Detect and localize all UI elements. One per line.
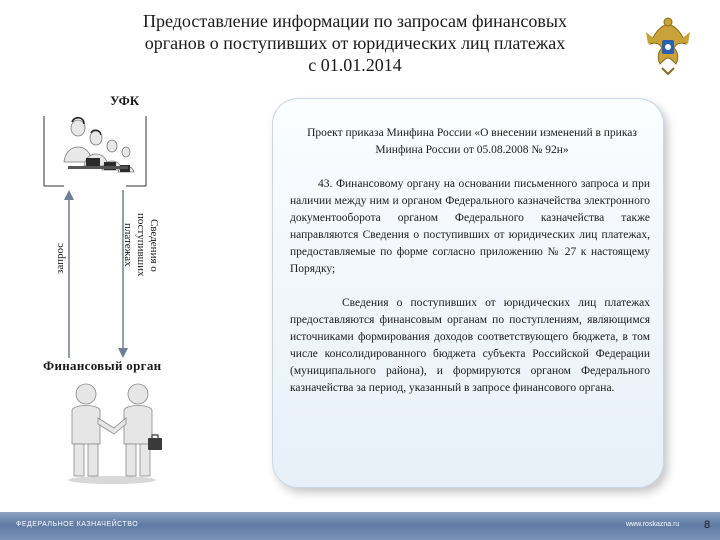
info-label-line-2: поступивших [135,213,147,277]
slide-title [140,10,570,76]
title-line-1: Предоставление информации по запросам финансовых [142,11,568,31]
footer-bar [0,512,720,540]
info-label-line-3: платежах [122,223,134,267]
footer-url[interactable]: www.roskazna.ru [626,521,680,528]
page-number: 8 [704,519,711,531]
request-label: запрос [54,242,66,274]
financial-body-label: Финансовый орган [43,358,162,373]
title-line-3: с 01.01.2014 [308,55,402,75]
call-center-operators-icon [40,108,150,190]
ufk-label: УФК [110,93,140,108]
title-line-2: органов о поступивших от юридических лиц платежах [144,33,566,53]
paragraph-info: Сведения о поступивших от юридических лиц платежах предоставляются финансовым органам по поступлениям, являющимся источниками формирования доходов соответствующего бюджета, в том числе консолидированного бюджета субъекта Российской Федерации (муниципального района), и формируются органом Федерального казначейства за период, указанный в запросе финансового органа. [290,297,650,394]
footer-org: ФЕДЕРАЛЬНОЕ КАЗНАЧЕЙСТВО [16,521,139,528]
double-headed-eagle-emblem-icon [640,14,696,78]
paragraph-43: 43. Финансовому органу на основании письменного запроса и при наличии между ним и органом Федерального казначейства электронного документооборота органом Федерального казначейства также направляются Сведения о поступивших от юридических лиц платежах, предоставляемые по форме согласно приложению № 27 к настоящему Порядку; [290,178,650,275]
draft-order-title: Проект приказа Минфина России «О внесении изменений в приказ Минфина России от 05.08.2008 № 92н» [307,127,637,156]
info-label [120,205,162,285]
handshake-figures-icon [60,380,165,485]
info-label-line-1: Сведения о [148,218,160,272]
